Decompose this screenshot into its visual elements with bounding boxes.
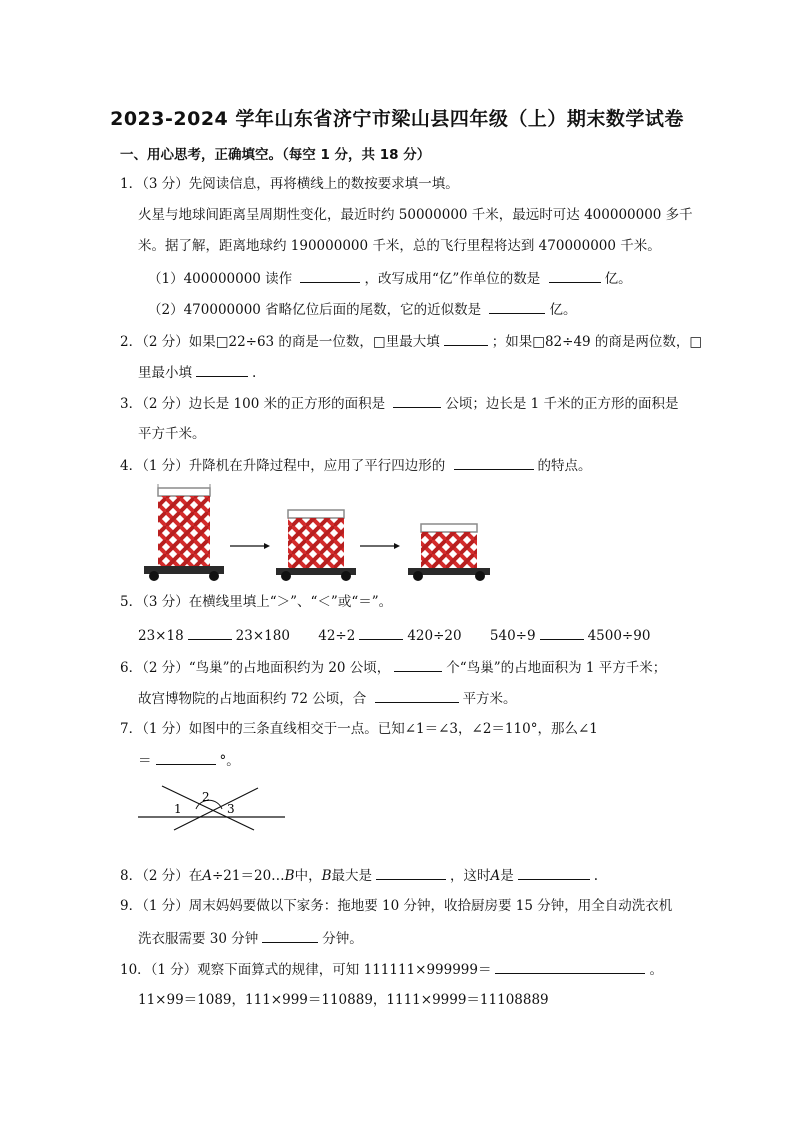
- q8-var-a1: A: [202, 868, 212, 884]
- q8-text-f: 是: [500, 868, 514, 884]
- q3-line2: 平方千米。: [138, 426, 206, 442]
- q1-sub1-text-b: ，改写成用“亿”作单位的数是: [364, 271, 541, 287]
- q6-blank1[interactable]: [394, 657, 442, 672]
- q8-text-e: ，这时: [450, 868, 491, 884]
- q8-text-a: 8．（2 分）在: [120, 868, 203, 884]
- q5-item-2-blank[interactable]: [359, 625, 403, 640]
- q8-blank1[interactable]: [376, 865, 446, 880]
- q5-item-1-right: 23×180: [235, 628, 290, 644]
- angle-label-3: 3: [227, 802, 235, 816]
- q10-text-a: 10．（1 分）观察下面算式的规律，可知 111111×999999＝: [120, 962, 492, 978]
- q8-line1: [120, 865, 598, 886]
- q6-text-d: 平方米。: [462, 691, 517, 707]
- q2-text-a: 2．（2 分）如果□22÷63 的商是一位数，□里最大填: [120, 334, 440, 350]
- q4-blank[interactable]: [454, 455, 534, 470]
- intersecting-lines-figure: [134, 782, 289, 832]
- page-title: 2023-2024 学年山东省济宁市梁山县四年级（上）期末数学试卷: [110, 108, 684, 130]
- q8-text-g: .: [593, 868, 599, 884]
- q1-sub1-text-a: （1）400000000 读作: [148, 271, 293, 287]
- q6-text-a: 6．（2 分）“鸟巢”的占地面积约为 20 公顷，: [120, 660, 391, 676]
- q5-item-2: [318, 625, 461, 646]
- q6-blank2[interactable]: [375, 688, 459, 703]
- q4-line1: [120, 455, 592, 476]
- q2-blank1[interactable]: [444, 331, 488, 346]
- q8-text-c: 中，: [294, 868, 322, 884]
- scissor-lift-figure: [138, 484, 498, 584]
- q5-item-3-right: 4500÷90: [587, 628, 651, 644]
- q10-text-b: 。: [649, 962, 663, 978]
- section-heading: 一、用心思考，正确填空。（每空 1 分，共 18 分）: [120, 147, 431, 163]
- q4-text-a: 4．（1 分）升降机在升降过程中，应用了平行四边形的: [120, 458, 446, 474]
- q5-item-2-right: 420÷20: [407, 628, 462, 644]
- q8-var-a2: A: [490, 868, 501, 884]
- q5-item-2-left: 42÷2: [318, 628, 356, 644]
- q1-sub1: [148, 268, 632, 289]
- q9-text-a: 洗衣服需要 30 分钟: [138, 931, 259, 947]
- q5-items: [138, 625, 674, 646]
- q1-sub2: [148, 299, 576, 320]
- q9-line1: 9．（1 分）周末妈妈要做以下家务：拖地要 10 分钟，收拾厨房要 15 分钟，用全自动洗衣机: [120, 898, 673, 914]
- angle-label-2: 2: [202, 790, 210, 804]
- q5-item-1-left: 23×18: [138, 628, 184, 644]
- scissor-lift-short: [408, 524, 490, 581]
- q2-text-b: ；如果□82÷49 的商是两位数，□: [491, 334, 703, 350]
- q5-stem: 5．（3 分）在横线里填上“＞”、“＜”或“＝”。: [120, 594, 393, 610]
- q8-var-b1: B: [284, 868, 295, 884]
- q1-sub2-text-a: （2）470000000 省略亿位后面的尾数，它的近似数是: [148, 302, 482, 318]
- q5-item-1: [138, 625, 290, 646]
- q3-text-a: 3．（2 分）边长是 100 米的正方形的面积是: [120, 396, 386, 412]
- q9-text-b: 分钟。: [322, 931, 363, 947]
- q7-blank[interactable]: [156, 750, 216, 765]
- q1-info-line1: 火星与地球间距离呈周期性变化，最近时约 50000000 千米，最远时可达 400000000 多千: [138, 207, 693, 223]
- q9-line2: [138, 928, 363, 949]
- q1-sub2-text-b: 亿。: [549, 302, 577, 318]
- scissor-lift-tall: [144, 484, 224, 581]
- q10-line1: [120, 959, 663, 980]
- q6-text-b: 个“鸟巢”的占地面积为 1 平方千米；: [446, 660, 667, 676]
- angle-label-1: 1: [174, 802, 182, 816]
- q5-item-3-left: 540÷9: [489, 628, 536, 644]
- q2-text-c: 里最小填: [138, 365, 192, 381]
- q6-line1: [120, 657, 666, 678]
- q8-blank2[interactable]: [518, 865, 590, 880]
- scissor-lift-medium: [276, 510, 356, 581]
- q9-blank[interactable]: [262, 928, 318, 943]
- q1-sub1-text-c: 亿。: [604, 271, 632, 287]
- q8-text-b: ÷21＝20…: [211, 868, 285, 884]
- q8-var-b2: B: [321, 868, 332, 884]
- q3-blank1[interactable]: [393, 393, 441, 408]
- q7-text-a: ＝: [138, 753, 152, 769]
- q5-item-3: [490, 625, 651, 646]
- q5-item-1-blank[interactable]: [188, 625, 232, 640]
- q7-text-b: °。: [219, 753, 240, 769]
- q6-text-c: 故宫博物院的占地面积约 72 公顷，合: [138, 691, 367, 707]
- q2-text-d: .: [252, 365, 257, 381]
- q10-blank[interactable]: [495, 959, 645, 974]
- q2-blank2[interactable]: [196, 362, 248, 377]
- q8-text-d: 最大是: [331, 868, 372, 884]
- q10-pattern: 11×99＝1089，111×999＝110889，1111×9999＝11108889: [138, 992, 549, 1008]
- q4-text-b: 的特点。: [537, 458, 592, 474]
- q1-info-line2: 米。据了解，距离地球约 190000000 千米，总的飞行里程将达到 470000000 千米。: [138, 238, 661, 254]
- q7-line1: 7．（1 分）如图中的三条直线相交于一点。已知∠1＝∠3，∠2＝110°，那么∠1: [120, 721, 598, 737]
- q1-sub1-blank2[interactable]: [549, 268, 601, 283]
- q1-sub1-blank1[interactable]: [300, 268, 360, 283]
- diagonal-line-b: [174, 788, 258, 830]
- q3-line1: [120, 393, 679, 414]
- q1-stem: 1．（3 分）先阅读信息，再将横线上的数按要求填一填。: [120, 176, 459, 192]
- q2-line1: [120, 331, 702, 352]
- q2-line2: [138, 362, 256, 383]
- q1-sub2-blank[interactable]: [489, 299, 545, 314]
- q6-line2: [138, 688, 517, 709]
- q5-item-3-blank[interactable]: [540, 625, 584, 640]
- q7-line2: [138, 750, 240, 771]
- q3-text-b: 公顷；边长是 1 千米的正方形的面积是: [445, 396, 679, 412]
